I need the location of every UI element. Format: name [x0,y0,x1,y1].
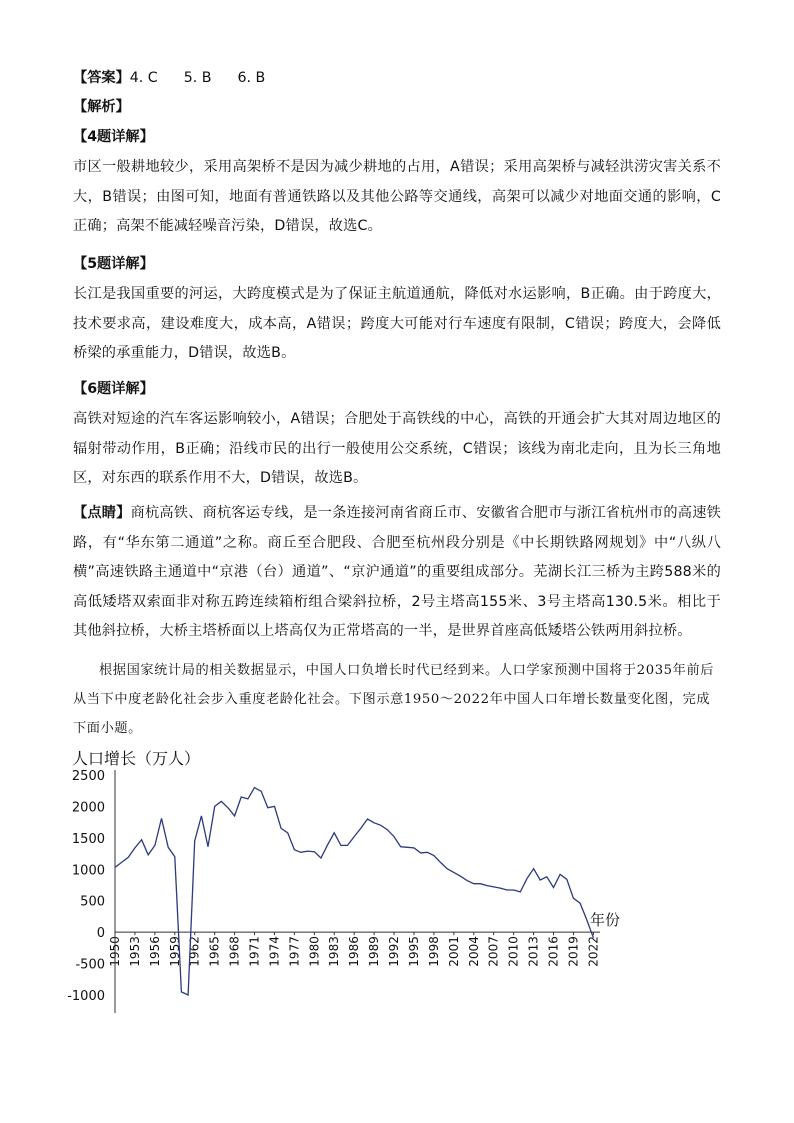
y-axis-label: 人口增长（万人） [72,749,201,768]
analysis-heading: 【解析】 [73,99,130,115]
x-tick-label: 1959 [167,936,182,967]
x-tick-label: 1989 [367,936,382,967]
x-tick-label: 1995 [406,936,421,967]
x-tick-label: 2010 [506,936,521,967]
x-tick-label: 1980 [307,936,322,967]
x-tick-label: 1953 [127,936,142,967]
x-tick-label: 2022 [586,936,601,967]
x-tick-label: 1992 [387,936,402,967]
y-tick-label: 500 [80,894,105,910]
y-tick-labels [67,769,105,1004]
x-tick-label: 2016 [546,936,561,967]
q4-text: 市区一般耕地较少，采用高架桥不是因为减少耕地的占用，A错误；采用高架桥与减轻洪涝灾害关系不大，B错误；由图可知，地面有普通铁路以及其他公路等交通线，高架可以减少对地面交通的影响，C正确；高架不能减轻噪音污染，D错误，故选C。 [73,159,721,235]
x-tick-label: 2004 [466,936,481,967]
x-tick-label: 1983 [327,936,342,967]
q6-text: 高铁对短途的汽车客运影响较小，A错误；合肥处于高铁线的中心，高铁的开通会扩大其对周边地区的辐射带动作用，B正确；沿线市民的出行一般使用公交系统，C错误；该线为南北走向，且为长三角地区，对东西的联系作用不大，D错误，故选B。 [73,411,721,487]
answer-item-5: 5. B [183,70,212,86]
x-tick-label: 1962 [187,936,202,967]
answer-item-4: 4. C [129,70,158,86]
x-tick-label: 2019 [566,936,581,967]
y-tick-label: 1000 [71,863,105,879]
x-axis-label: 年份 [590,911,621,929]
q4-heading: 【4题详解】 [73,129,154,145]
x-tick-label: 1974 [267,936,282,967]
y-tick-label: 2500 [71,769,105,784]
q5-text: 长江是我国重要的河运，大跨度模式是为了保证主航道通航，降低对水运影响，B正确。由于跨度大，技术要求高，建设难度大，成本高，A错误；跨度大可能对行车速度有限制，C错误；跨度大，会降低桥梁的承重能力，D错误，故选B。 [73,286,721,362]
x-tick-label: 1956 [147,936,162,967]
answer-line [73,64,265,94]
y-tick-label: 1500 [71,831,105,847]
answer-item-6: 6. B [237,70,266,86]
y-tick-label: -1000 [67,989,105,1004]
x-tick-label: 1968 [227,936,242,967]
comment-label: 【点睛】 [73,505,131,521]
x-tick-label: 2013 [526,936,541,967]
comment-paragraph [73,499,721,647]
x-tick-labels [108,932,600,967]
x-tick-label: 1965 [207,936,222,967]
y-tick-label: 2000 [71,800,105,816]
q5-heading: 【5题详解】 [73,256,154,272]
x-tick-label: 1998 [426,936,441,967]
x-tick-label: 1950 [108,936,122,967]
x-tick-label: 1986 [347,936,362,967]
x-tick-label: 1977 [287,936,302,967]
q6-heading: 【6题详解】 [73,381,154,397]
y-tick-label: 0 [96,926,105,942]
population-growth-chart [60,740,660,1030]
x-tick-label: 1971 [247,936,262,967]
comment-text: 商杭高铁、商杭客运专线，是一条连接河南省商丘市、安徽省合肥市与浙江省杭州市的高速铁路，有“华东第二通道”之称。商丘至合肥段、合肥至杭州段分别是《中长期铁路网规划》中“八纵八横”高速铁路主通道中“京港（台）通道”、“京沪通道”的重要组成部分。芜湖长江三桥为主跨588米的高低矮塔双索面非对称五跨连续箱桁组合梁斜拉桥，2号主塔高155米、3号主塔高130.5米。相比于其他斜拉桥，大桥主塔桥面以上塔高仅为正常塔高的一半，是世界首座高低矮塔公铁两用斜拉桥。 [73,505,721,640]
x-tick-label: 2007 [486,936,501,967]
question-intro: 根据国家统计局的相关数据显示，中国人口负增长时代已经到来。人口学家预测中国将于2035年前后从当下中度老龄化社会步入重度老龄化社会。下图示意1950～2022年中国人口年增长数量变化图，完成下面小题。 [73,663,715,736]
x-tick-label: 2001 [446,936,461,967]
y-tick-label: -500 [75,957,105,973]
answer-label: 【答案】 [73,70,130,86]
